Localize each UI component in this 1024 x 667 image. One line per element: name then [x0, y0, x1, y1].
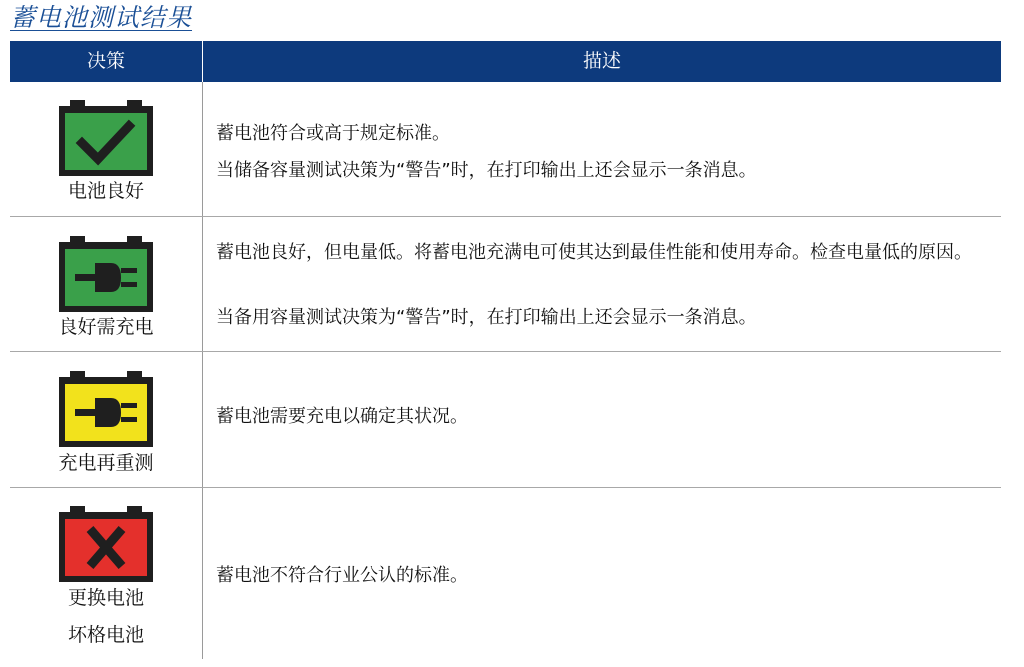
- decision-label: 充电再重测: [58, 452, 154, 474]
- battery-plug-icon: [59, 235, 153, 312]
- header-decision: 决策: [86, 50, 125, 72]
- description-text: 蓄电池符合或高于规定标准。: [216, 123, 450, 144]
- battery-x-icon: [59, 505, 153, 582]
- row-divider: [10, 487, 1001, 488]
- page-title: 蓄电池测试结果: [10, 3, 193, 32]
- description-text: 当备用容量测试决策为“警告”时，在打印输出上还会显示一条消息。: [216, 307, 757, 328]
- column-divider: [202, 82, 203, 659]
- decision-label: 更换电池: [67, 587, 144, 609]
- description-text: 蓄电池良好，但电量低。将蓄电池充满电可使其达到最佳性能和使用寿命。检查电量低的原因。: [216, 242, 972, 263]
- battery-check-icon: [59, 99, 153, 176]
- battery-plug-icon: [59, 370, 153, 447]
- description-text: 蓄电池不符合行业公认的标准。: [216, 565, 468, 586]
- decision-label: 电池良好: [67, 180, 144, 202]
- decision-label: 坏格电池: [67, 624, 144, 646]
- row-divider: [10, 351, 1001, 352]
- header-description: 描述: [582, 50, 621, 72]
- table-header: [10, 41, 1001, 82]
- decision-label: 良好需充电: [58, 316, 154, 338]
- description-text: 蓄电池需要充电以确定其状况。: [216, 406, 468, 427]
- description-text: 当储备容量测试决策为“警告”时，在打印输出上还会显示一条消息。: [216, 160, 757, 181]
- row-divider: [10, 216, 1001, 217]
